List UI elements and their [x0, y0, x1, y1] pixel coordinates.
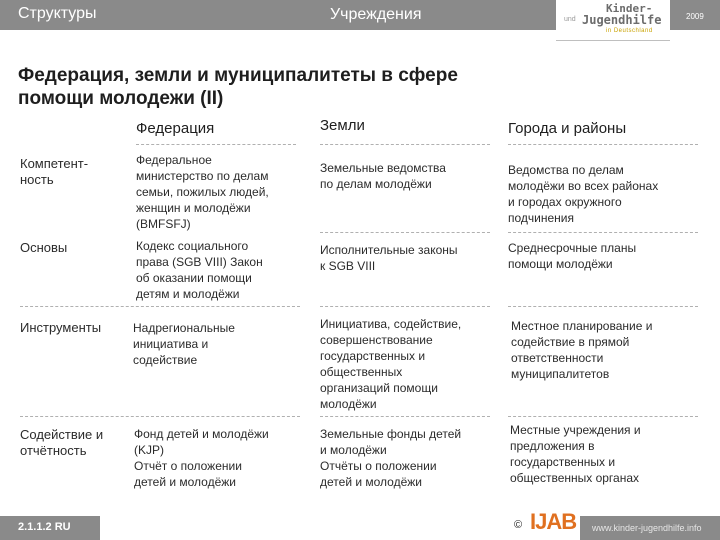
logo-subtitle: in Deutschland	[606, 28, 653, 34]
cell-basis-cities	[508, 240, 708, 272]
cell-instruments-cities	[511, 318, 711, 382]
cell-line: ответственности	[511, 351, 604, 365]
cell-line: подчинения	[508, 211, 574, 225]
cell-line: государственных и	[320, 349, 426, 363]
row-divider	[320, 232, 490, 233]
header-divider	[508, 144, 698, 145]
cell-basis-states	[320, 242, 500, 274]
cell-line: Земельные ведомства	[320, 161, 446, 175]
cell-line: об оказании помощи	[136, 271, 252, 285]
cell-line: к SGB VIII	[320, 259, 376, 273]
label-line: Инструменты	[20, 320, 102, 335]
cell-line: Федеральное	[136, 153, 212, 167]
cell-line: детей и молодёжи	[320, 475, 422, 489]
row-label-support	[20, 427, 103, 459]
cell-line: Кодекс социального	[136, 239, 249, 253]
row-label-instruments	[20, 320, 101, 336]
cell-instruments-states	[320, 316, 500, 412]
cell-line: муниципалитетов	[511, 367, 610, 381]
logo-jugendhilfe-text: Jugendhilfe	[582, 13, 662, 27]
label-line: Содействие и	[20, 427, 104, 442]
row-divider	[508, 416, 698, 417]
cell-line: организаций помощи	[320, 381, 438, 395]
cell-line: по делам молодёжи	[320, 177, 432, 191]
row-divider	[508, 232, 698, 233]
row-divider	[20, 306, 300, 307]
cell-competence-federation	[136, 152, 306, 232]
column-header-cities: Города и районы	[508, 120, 627, 137]
row-divider	[320, 306, 490, 307]
cell-line: общественных органах	[510, 471, 640, 485]
cell-line: Фонд детей и молодёжи	[134, 427, 269, 441]
column-header-federation: Федерация	[136, 120, 215, 137]
title-line: помощи молодежи (II)	[18, 88, 224, 109]
column-header-states: Земли	[320, 117, 365, 134]
label-line: Основы	[20, 240, 68, 255]
ijab-logo: IJAB	[530, 509, 577, 534]
cell-line: Местное планирование и	[511, 319, 653, 333]
cell-line: Инициатива, содействие,	[320, 317, 462, 331]
cell-line: предложения в	[510, 439, 595, 453]
row-divider	[508, 306, 698, 307]
cell-line: Местные учреждения и	[510, 423, 641, 437]
cell-basis-federation	[136, 238, 306, 302]
cell-line: и городах окружного	[508, 195, 622, 209]
cell-line: и молодёжи	[320, 443, 387, 457]
cell-support-federation	[134, 426, 304, 490]
label-line: Компетент-	[20, 156, 89, 171]
row-label-basis	[20, 240, 67, 256]
copyright-symbol: ©	[514, 519, 523, 531]
cell-line: Надрегиональные	[133, 321, 235, 335]
cell-line: Исполнительные законы	[320, 243, 458, 257]
cell-support-states	[320, 426, 500, 490]
footer-url-link[interactable]: www.kinder-jugendhilfe.info	[592, 523, 702, 533]
cell-line: детям и молодёжи	[136, 287, 240, 301]
cell-line: права (SGB VIII) Закон	[136, 255, 263, 269]
header-divider	[320, 144, 490, 145]
cell-line: молодёжи	[320, 397, 377, 411]
cell-line: государственных и	[510, 455, 616, 469]
tab-institutions[interactable]: Учреждения	[330, 6, 422, 23]
label-line: отчётность	[20, 443, 87, 458]
cell-line: содействие в прямой	[511, 335, 630, 349]
cell-line: молодёжи во всех районах	[508, 179, 659, 193]
year-label: 2009	[686, 12, 704, 21]
cell-line: Отчёт о положении	[134, 459, 242, 473]
cell-line: содействие	[133, 353, 198, 367]
cell-line: (KJP)	[134, 443, 164, 457]
cell-support-cities	[510, 422, 710, 486]
cell-line: министерство по делам	[136, 169, 269, 183]
cell-line: детей и молодёжи	[134, 475, 236, 489]
row-divider	[20, 416, 300, 417]
page-title	[18, 64, 578, 110]
cell-line: семьи, пожилых людей,	[136, 185, 269, 199]
tab-structures[interactable]: Структуры	[18, 5, 97, 22]
logo-und-text: und	[564, 16, 576, 23]
cell-line: совершенствование	[320, 333, 433, 347]
cell-line: помощи молодёжи	[508, 257, 613, 271]
cell-line: (BMFSFJ)	[136, 217, 191, 231]
cell-competence-cities	[508, 162, 708, 226]
cell-line: общественных	[320, 365, 403, 379]
cell-line: Среднесрочные планы	[508, 241, 637, 255]
title-line: Федерация, земли и муниципалитеты в сфере	[18, 65, 458, 86]
cell-line: инициатива и	[133, 337, 209, 351]
cell-instruments-federation	[133, 320, 303, 368]
cell-line: Земельные фонды детей	[320, 427, 462, 441]
header-divider	[136, 144, 296, 145]
label-line: ность	[20, 172, 54, 187]
row-label-competence	[20, 156, 88, 188]
slide-code: 2.1.1.2 RU	[18, 521, 71, 533]
row-divider	[320, 416, 490, 417]
logo-kinder-text: Kinder-	[606, 2, 653, 15]
cell-competence-states	[320, 160, 500, 192]
logo	[556, 0, 670, 41]
cell-line: женщин и молодёжи	[136, 201, 251, 215]
cell-line: Отчёты о положении	[320, 459, 437, 473]
cell-line: Ведомства по делам	[508, 163, 624, 177]
